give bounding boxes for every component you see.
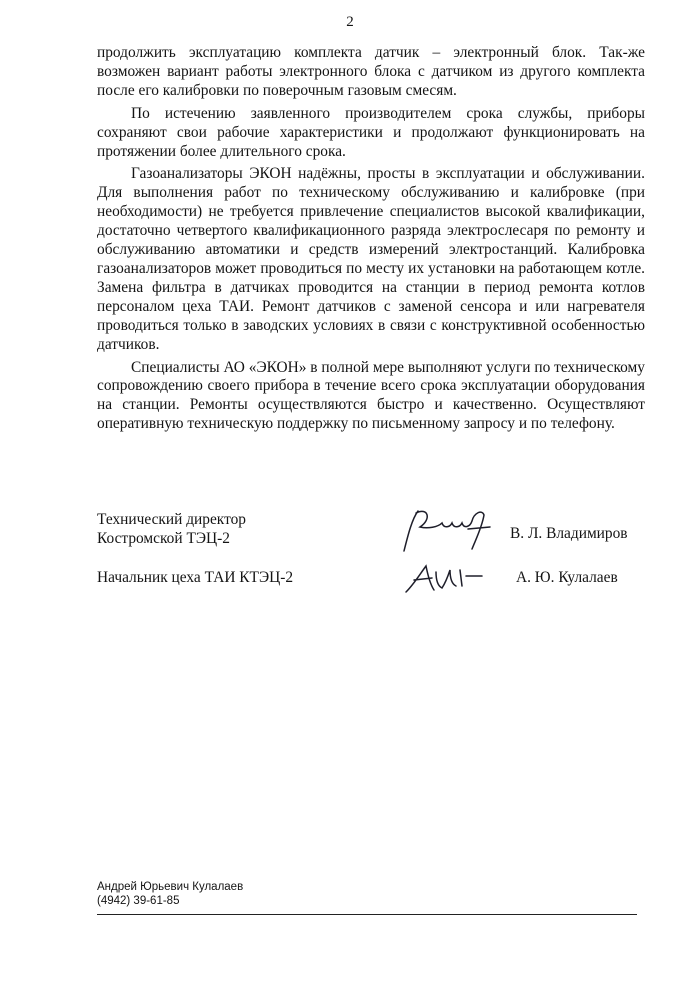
paragraph-2: По истечению заявленного производителем срока службы, приборы сохраняют свои рабочие характеристики и продолжают функционировать на протяжении более длительного срока. bbox=[97, 104, 645, 160]
signatory-1-title bbox=[97, 510, 246, 548]
page-number: 2 bbox=[346, 14, 354, 30]
contact-name: Андрей Юрьевич Кулалаев bbox=[97, 881, 244, 893]
signatory-1-position: Технический директор bbox=[97, 511, 246, 528]
signatory-1-name: В. Л. Владимиров bbox=[510, 525, 628, 542]
paragraph-3: Газоанализаторы ЭКОН надёжны, просты в эксплуатации и обслуживании. Для выполнения работ по техническому обслуживанию и калибровке (при необходимости) не требуется привлечение специалистов высокой квалификации, достаточно четвертого квалификационного разряда электрослесаря по ремонту и обслуживанию автоматики и средств измерений электростанций. Калибровка газоанализаторов может проводиться по месту их установки на работающем котле. Замена фильтра в датчиках проводится на станции в период ремонта котлов персоналом цеха ТАИ. Ремонт датчиков с заменой сенсора и или нагревателя проводиться только в заводских условиях в связи с конструктивной особенностью датчиков. bbox=[97, 165, 645, 353]
signatory-2-title: Начальник цеха ТАИ КТЭЦ-2 bbox=[97, 569, 294, 586]
paragraph-1: продолжить эксплуатацию комплекта датчик – электронный блок. Так-же возможен вариант работы электронного блока с датчиком из другого комплекта после его калибровки по поверочным газовым смесям. bbox=[97, 44, 645, 99]
signatory-2-name: А. Ю. Кулалаев bbox=[516, 569, 618, 586]
signature-1-handwritten bbox=[398, 505, 494, 557]
contact-phone: (4942) 39-61-85 bbox=[97, 895, 180, 907]
contact-block bbox=[97, 880, 243, 908]
paragraph-4: Специалисты АО «ЭКОН» в полной мере выполняют услуги по техническому сопровождению своего прибора в течение всего срока эксплуатации оборудования на станции. Ремонты осуществляются быстро и качественно. Осуществляют оперативную техническую поддержку по письменному запросу и по телефону. bbox=[97, 358, 645, 433]
signatory-1-organization: Костромской ТЭЦ-2 bbox=[97, 530, 230, 547]
letter-body bbox=[97, 44, 645, 438]
signature-2-handwritten bbox=[402, 562, 486, 596]
footer-divider bbox=[97, 914, 637, 915]
